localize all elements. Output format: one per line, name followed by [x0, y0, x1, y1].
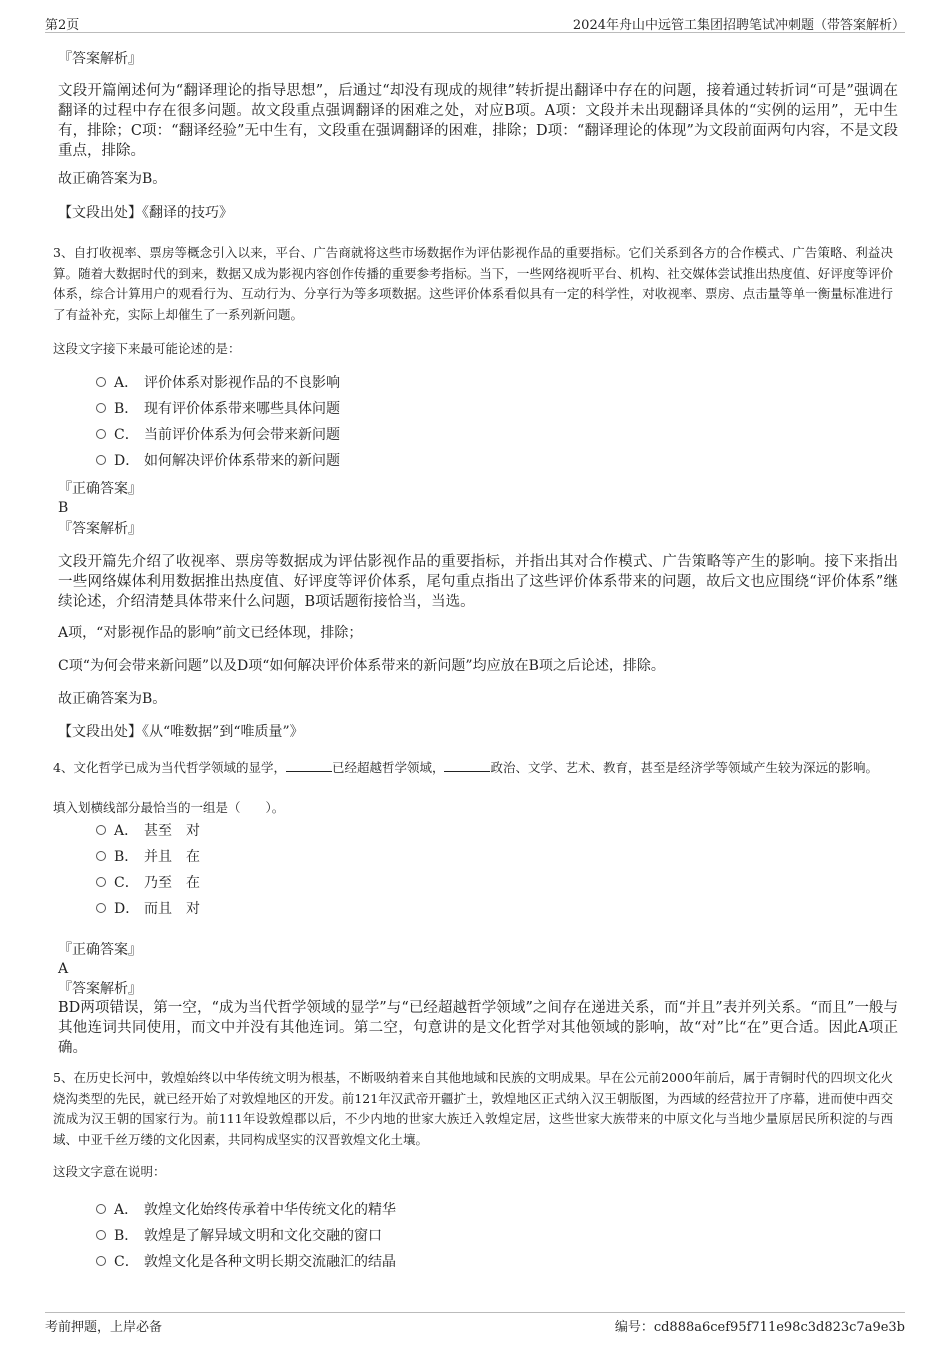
page-header — [45, 12, 905, 33]
q5-option-b[interactable]: B． 敦煌是了解异域文明和文化交融的窗口 — [96, 1226, 382, 1246]
q5-option-a[interactable]: A． 敦煌文化始终传承着中华传统文化的精华 — [96, 1200, 396, 1220]
q3-analysis-text: 文段开篇先介绍了收视率、票房等数据成为评估影视作品的重要指标，并指出其对合作模式、广告策略等产生的影响。接下来指出一些网络媒体利用数据推出热度值、好评度等评价体系，尾句重点指出了这些评价体系带来的问题，故后文也应围绕“评价体系”继续论述，介绍清楚具体带来什么问题，B项话题衔接恰当，当选。 — [58, 554, 898, 610]
q3-a-note: A项，“对影视作品的影响”前文已经体现，排除； — [58, 625, 363, 641]
q3-option-c[interactable]: C． 当前评价体系为何会带来新问题 — [96, 425, 340, 445]
radio-icon[interactable] — [96, 1204, 106, 1214]
document-code: 编号：cd888a6cef95f711e98c3d823c7a9e3b — [614, 1320, 905, 1335]
q3-prompt: 这段文字接下来最可能论述的是： — [53, 341, 241, 356]
q3-option-a[interactable]: A． 评价体系对影视作品的不良影响 — [96, 373, 340, 393]
q4-prompt: 填入划横线部分最恰当的一组是（ ）。 — [53, 800, 285, 815]
fill-blank-1 — [286, 759, 332, 772]
q2-conclusion: 故正确答案为B。 — [58, 171, 167, 187]
radio-icon[interactable] — [96, 429, 106, 439]
page-footer — [45, 1312, 905, 1333]
radio-icon[interactable] — [96, 1230, 106, 1240]
q3-option-b[interactable]: B． 现有评价体系带来哪些具体问题 — [96, 399, 340, 419]
q4-analysis-label: 『答案解析』 — [58, 981, 142, 997]
document-title: 2024年舟山中远管工集团招聘笔试冲刺题（带答案解析） — [572, 18, 905, 33]
q4-question-text: 4、文化哲学已成为当代哲学领域的显学， 已经超越哲学领域， 政治、文学、艺术、教育，甚至是经济学等领域产生较为深远的影响。 — [53, 760, 878, 775]
q4-answer: A — [58, 961, 69, 977]
q4-option-a[interactable]: A． 甚至 对 — [96, 821, 200, 841]
q4-option-b[interactable]: B． 并且 在 — [96, 847, 200, 867]
fill-blank-2 — [444, 759, 490, 772]
q5-question-text: 5、在历史长河中，敦煌始终以中华传统文明为根基，不断吸纳着来自其他地域和民族的文明成果。早在公元前2000年前后，属于青铜时代的四坝文化火烧沟类型的先民，就已经开始了对敦煌地区的开发。前121年汉武帝开疆扩土，敦煌地区正式纳入汉王朝版图，为西域的经营拉开了序幕，进而使中西交流成为汉王朝的国家行为。前111年设敦煌郡以后，不少内地的世家大族迁入敦煌定居，这些世家大族带来的中原文化与当地少量原居民所积淀的与西域、中亚千丝万缕的文化因素，共同构成坚实的汉晋敦煌文化土壤。 — [53, 1070, 893, 1147]
radio-icon[interactable] — [96, 377, 106, 387]
q4-option-c[interactable]: C． 乃至 在 — [96, 873, 200, 893]
radio-icon[interactable] — [96, 1256, 106, 1266]
q2-source: 【文段出处】《翻译的技巧》 — [58, 205, 233, 221]
q2-analysis-text: 文段开篇阐述何为“翻译理论的指导思想”，后通过“却没有现成的规律”转折提出翻译中存在的问题，接着通过转折词“可是”强调在翻译的过程中存在很多问题。故文段重点强调翻译的困难之处，对应B项。A项：文段并未出现翻译具体的“实例的运用”，无中生有，排除；C项：“翻译经验”无中生有，文段重在强调翻译的困难，排除；D项：“翻译理论的体现”为文段前面两句内容，不是文段重点，排除。 — [58, 83, 898, 159]
q3-cd-note: C项“为何会带来新问题”以及D项“如何解决评价体系带来的新问题”均应放在B项之后论述，排除。 — [58, 658, 665, 674]
q3-answer: B — [58, 500, 69, 516]
radio-icon[interactable] — [96, 403, 106, 413]
footer-slogan: 考前押题，上岸必备 — [45, 1320, 163, 1335]
q4-analysis-text: BD两项错误，第一空，“成为当代哲学领域的显学”与“已经超越哲学领域”之间存在递进关系，而“并且”表并列关系。“而且”一般与其他连词共同使用，而文中并没有其他连词。第二空，句意讲的是文化哲学对其他领域的影响，故“对”比“在”更合适。因此A项正确。 — [58, 1000, 898, 1056]
q4-answer-label: 『正确答案』 — [58, 942, 142, 958]
q4-option-d[interactable]: D． 而且 对 — [96, 899, 200, 919]
page-number: 第2页 — [45, 18, 80, 33]
radio-icon[interactable] — [96, 851, 106, 861]
q3-question-text: 3、自打收视率、票房等概念引入以来，平台、广告商就将这些市场数据作为评估影视作品的重要指标。它们关系到各方的合作模式、广告策略、利益决算。随着大数据时代的到来，数据又成为影视内容创作传播的重要参考指标。当下，一些网络视听平台、机构、社交媒体尝试推出热度值、好评度等评价体系，综合计算用户的观看行为、互动行为、分享行为等多项数据。这些评价体系看似具有一定的科学性，对收视率、票房、点击量等单一衡量标准进行了有益补充，实际上却催生了一系列新问题。 — [53, 245, 893, 322]
q5-prompt: 这段文字意在说明： — [53, 1164, 166, 1179]
q3-answer-label: 『正确答案』 — [58, 481, 142, 497]
radio-icon[interactable] — [96, 825, 106, 835]
radio-icon[interactable] — [96, 903, 106, 913]
q5-option-c[interactable]: C． 敦煌文化是各种文明长期交流融汇的结晶 — [96, 1252, 396, 1272]
q3-option-d[interactable]: D． 如何解决评价体系带来的新问题 — [96, 451, 340, 471]
radio-icon[interactable] — [96, 877, 106, 887]
q3-source: 【文段出处】《从“唯数据”到“唯质量”》 — [58, 724, 304, 740]
q3-analysis-label: 『答案解析』 — [58, 521, 142, 537]
radio-icon[interactable] — [96, 455, 106, 465]
q3-conclusion: 故正确答案为B。 — [58, 691, 167, 707]
q2-analysis-label: 『答案解析』 — [58, 51, 142, 67]
